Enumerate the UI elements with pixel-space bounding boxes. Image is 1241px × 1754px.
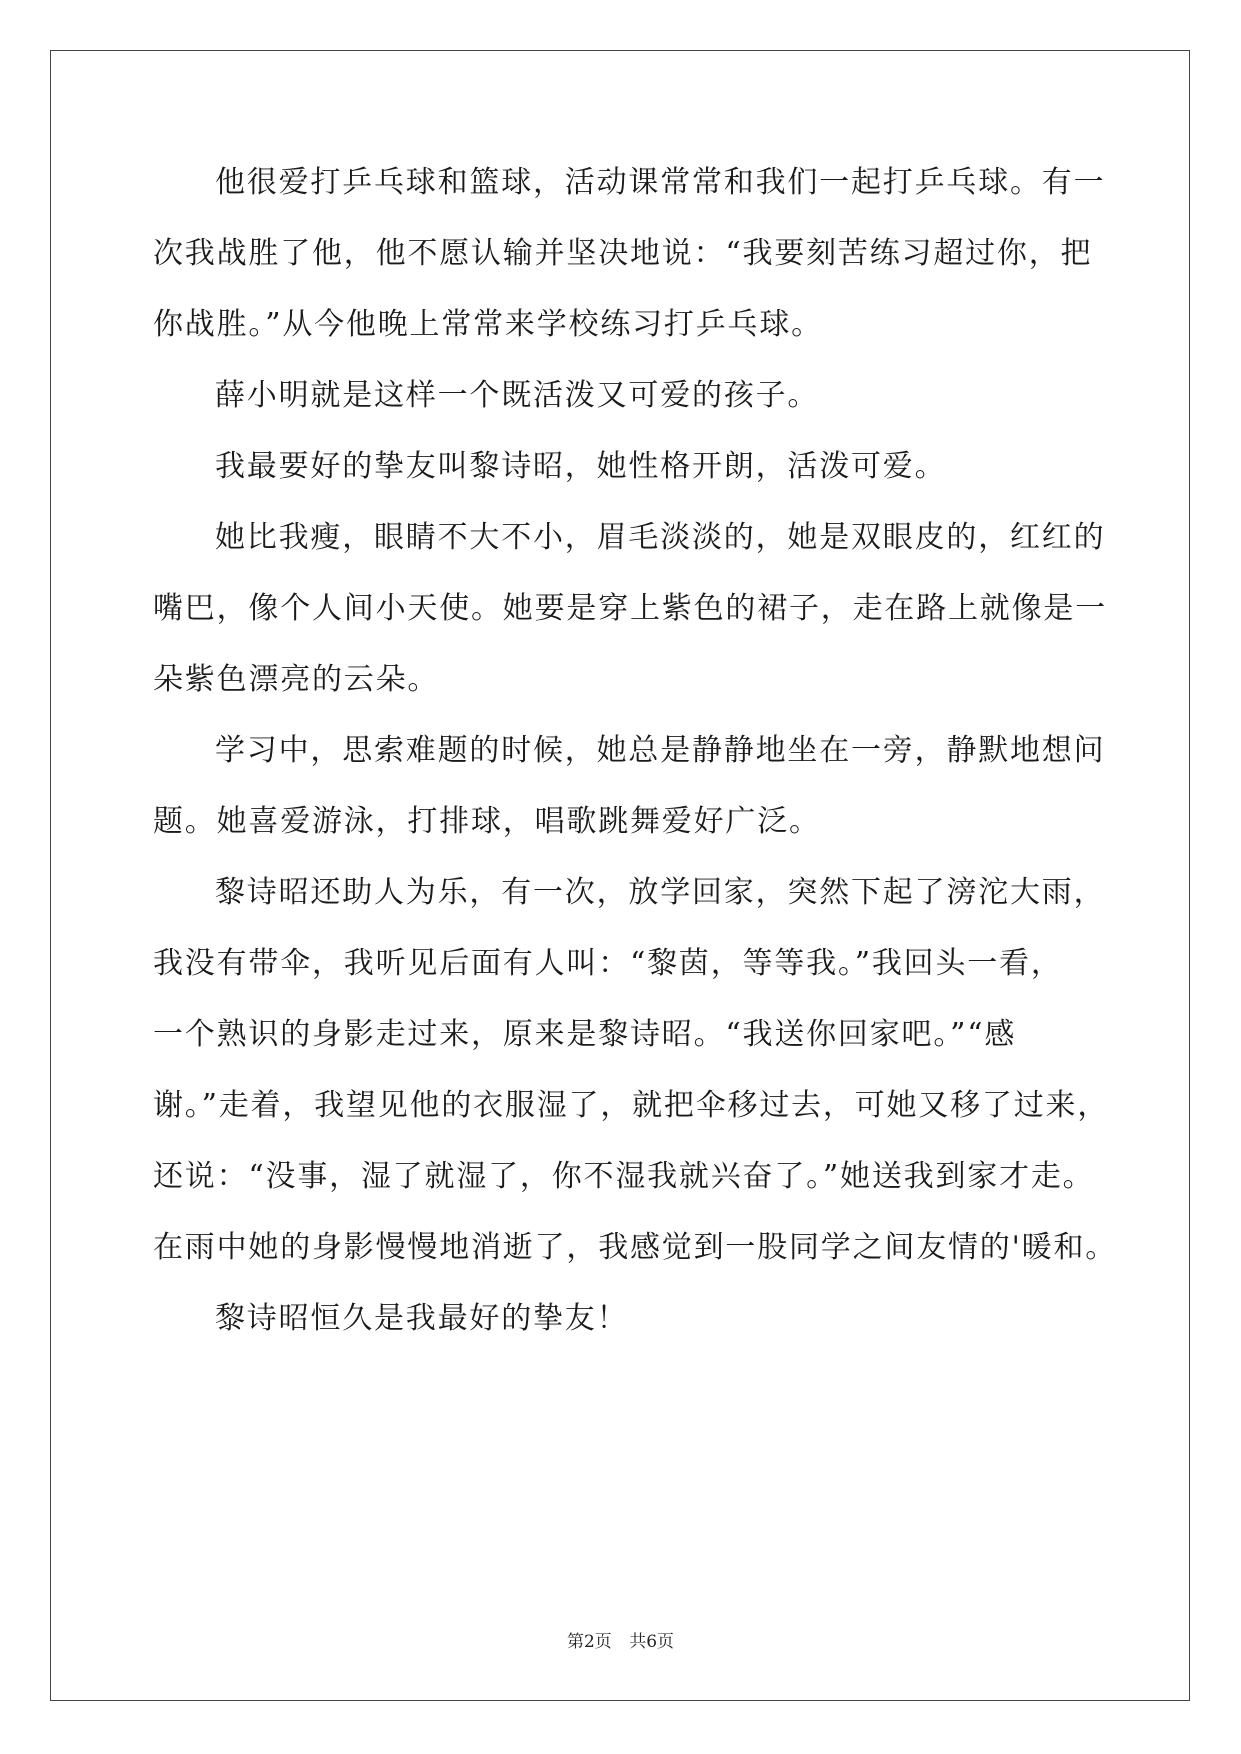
page-footer: [0, 1627, 1241, 1652]
text-line: 朵紫色漂亮的云朵。: [153, 662, 440, 697]
text-line: 嘴巴，像个人间小天使。她要是穿上紫色的裙子，走在路上就像是一: [153, 591, 1107, 626]
text-line: 次我战胜了他，他不愿认输并坚决地说：“我要刻苦练习超过你，把: [153, 236, 1093, 271]
text-line: 薛小明就是这样一个既活泼又可爱的孩子。: [215, 378, 820, 413]
text-line: 你战胜。”从今他晚上常常来学校练习打乒乓球。: [153, 307, 823, 342]
page-number: 第2页: [566, 1632, 612, 1652]
text-line: 在雨中她的身影慢慢地消逝了，我感觉到一股同学之间友情的'暖和。: [153, 1230, 1118, 1265]
text-line: 我最要好的挚友叫黎诗昭，她性格开朗，活泼可爱。: [215, 449, 947, 484]
page-total: 共6页: [629, 1632, 675, 1652]
text-line: 谢。”走着，我望见他的衣服湿了，就把伞移过去，可她又移了过来，: [153, 1088, 1110, 1123]
document-body: [153, 158, 1118, 1365]
text-line: 还说：“没事，湿了就湿了，你不湿我就兴奋了。”她送我到家才走。: [153, 1159, 1095, 1194]
text-line: 学习中，思索难题的时候，她总是静静地坐在一旁，静默地想问: [215, 733, 1106, 768]
text-line: 黎诗昭恒久是我最好的挚友！: [215, 1301, 629, 1336]
text-line: 我没有带伞，我听见后面有人叫：“黎茵，等等我。”我回头一看，: [153, 946, 1063, 981]
text-line: 他很爱打乒乓球和篮球，活动课常常和我们一起打乒乓球。有一: [215, 165, 1106, 200]
text-line: 题。她喜爱游泳，打排球，唱歌跳舞爱好广泛。: [153, 804, 821, 839]
text-line: 一个熟识的身影走过来，原来是黎诗昭。“我送你回家吧。”“感: [153, 1017, 1017, 1052]
text-line: 她比我瘦，眼睛不大不小，眉毛淡淡的，她是双眼皮的，红红的: [215, 520, 1106, 555]
text-line: 黎诗昭还助人为乐，有一次，放学回家，突然下起了滂沱大雨，: [215, 875, 1106, 910]
